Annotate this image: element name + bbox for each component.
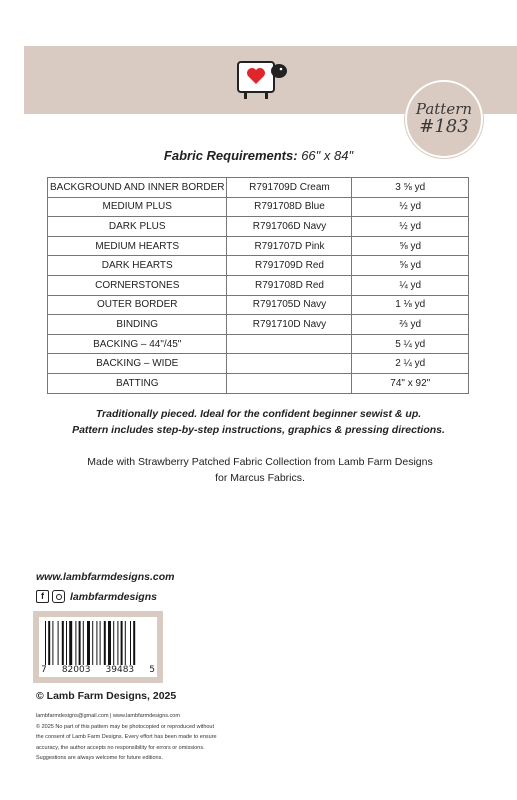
fabric-piece-cell: OUTER BORDER xyxy=(48,295,227,315)
fabric-piece-cell: MEDIUM HEARTS xyxy=(48,236,227,256)
fabric-sku-cell: R791708D Blue xyxy=(227,197,352,217)
fabric-sku-cell: R791707D Pink xyxy=(227,236,352,256)
barcode-numbers xyxy=(41,665,155,675)
fabric-yardage-cell: 2 ¼ yd xyxy=(352,354,469,374)
fabric-sku-cell: R791706D Navy xyxy=(227,217,352,237)
fabric-sku-cell: R791705D Navy xyxy=(227,295,352,315)
small-print-line: the consent of Lamb Farm Designs. Every effort has been made to ensure xyxy=(36,734,217,740)
fabric-piece-cell: BACKING – WIDE xyxy=(48,354,227,374)
fabric-yardage-cell: ⅝ yd xyxy=(352,256,469,276)
barcode-digit-2: 82003 xyxy=(61,665,91,675)
copyright: © Lamb Farm Designs, 2025 xyxy=(36,690,177,702)
barcode-bars-icon xyxy=(45,621,151,665)
table-row xyxy=(48,295,469,315)
table-row xyxy=(48,256,469,276)
fabric-yardage-cell: ¼ yd xyxy=(352,275,469,295)
website-link[interactable]: www.lambfarmdesigns.com xyxy=(36,571,175,583)
description-line-1: Traditionally pieced. Ideal for the confident beginner sewist & up. xyxy=(95,408,422,420)
fabric-yardage-cell: 5 ¼ yd xyxy=(352,334,469,354)
fabric-title-size: 66" x 84" xyxy=(301,148,354,163)
fabric-yardage-cell: 1 ⅛ yd xyxy=(352,295,469,315)
pattern-badge xyxy=(405,80,483,158)
badge-number: #183 xyxy=(419,116,469,137)
fabric-piece-cell: BINDING xyxy=(48,315,227,335)
sheep-logo-icon xyxy=(232,58,288,102)
facebook-icon[interactable]: f xyxy=(36,590,49,603)
table-row xyxy=(48,197,469,217)
barcode-digit-4: 5 xyxy=(149,665,155,675)
fabric-piece-cell: BACKGROUND AND INNER BORDER xyxy=(48,178,227,198)
instagram-icon[interactable] xyxy=(52,590,65,603)
barcode-box xyxy=(33,611,163,683)
fabric-piece-cell: DARK HEARTS xyxy=(48,256,227,276)
social-row xyxy=(36,590,157,603)
fabric-yardage-cell: 74" x 92" xyxy=(352,373,469,393)
fabric-sku-cell xyxy=(227,354,352,374)
table-row xyxy=(48,334,469,354)
fabric-title-label: Fabric Requirements: xyxy=(163,148,298,163)
table-row xyxy=(48,315,469,335)
barcode-digit-3: 39483 xyxy=(105,665,135,675)
fabric-yardage-cell: 3 ⅝ yd xyxy=(352,178,469,198)
fabric-sku-cell: R791710D Navy xyxy=(227,315,352,335)
fabric-piece-cell: CORNERSTONES xyxy=(48,275,227,295)
table-row xyxy=(48,354,469,374)
table-row xyxy=(48,217,469,237)
small-print-line: © 2025 No part of this pattern may be photocopied or reproduced without xyxy=(36,723,215,730)
fabric-sku-cell: R791709D Cream xyxy=(227,178,352,198)
social-handle[interactable]: lambfarmdesigns xyxy=(70,590,157,603)
fabric-sku-cell: R791708D Red xyxy=(227,275,352,295)
fabric-piece-cell: BATTING xyxy=(48,373,227,393)
pattern-description xyxy=(0,406,517,438)
fabric-piece-cell: BACKING – 44"/45" xyxy=(48,334,227,354)
fabric-sku-cell xyxy=(227,334,352,354)
table-row xyxy=(48,275,469,295)
fabric-piece-cell: DARK PLUS xyxy=(48,217,227,237)
fabric-requirements-title xyxy=(0,148,517,163)
made-with-line-2: for Marcus Fabrics. xyxy=(215,472,305,484)
fabric-sku-cell xyxy=(227,373,352,393)
made-with-text xyxy=(60,454,460,486)
fabric-yardage-cell: ½ yd xyxy=(352,217,469,237)
fabric-yardage-cell: ⅔ yd xyxy=(352,315,469,335)
barcode xyxy=(39,617,157,677)
fabric-sku-cell: R791709D Red xyxy=(227,256,352,276)
table-row xyxy=(48,178,469,198)
small-print-line: accuracy, the author accepts no responsibility for errors or omissions. xyxy=(36,744,205,751)
table-row xyxy=(48,236,469,256)
fabric-yardage-cell: ½ yd xyxy=(352,197,469,217)
fabric-yardage-cell: ⅝ yd xyxy=(352,236,469,256)
table-row xyxy=(48,373,469,393)
small-print-line: lambfarmdesigns@gmail.com | www.lambfarmdesigns.com xyxy=(36,713,180,719)
made-with-line-1: Made with Strawberry Patched Fabric Collection from Lamb Farm Designs xyxy=(87,456,433,468)
description-line-2: Pattern includes step-by-step instructions, graphics & pressing directions. xyxy=(72,424,445,436)
badge-label: Pattern xyxy=(415,100,473,118)
barcode-digit-1: 7 xyxy=(41,665,47,675)
small-print-line: Suggestions are always welcome for future editions. xyxy=(36,755,163,761)
fabric-requirements-table xyxy=(47,177,469,394)
fabric-piece-cell: MEDIUM PLUS xyxy=(48,197,227,217)
small-print xyxy=(36,711,296,764)
